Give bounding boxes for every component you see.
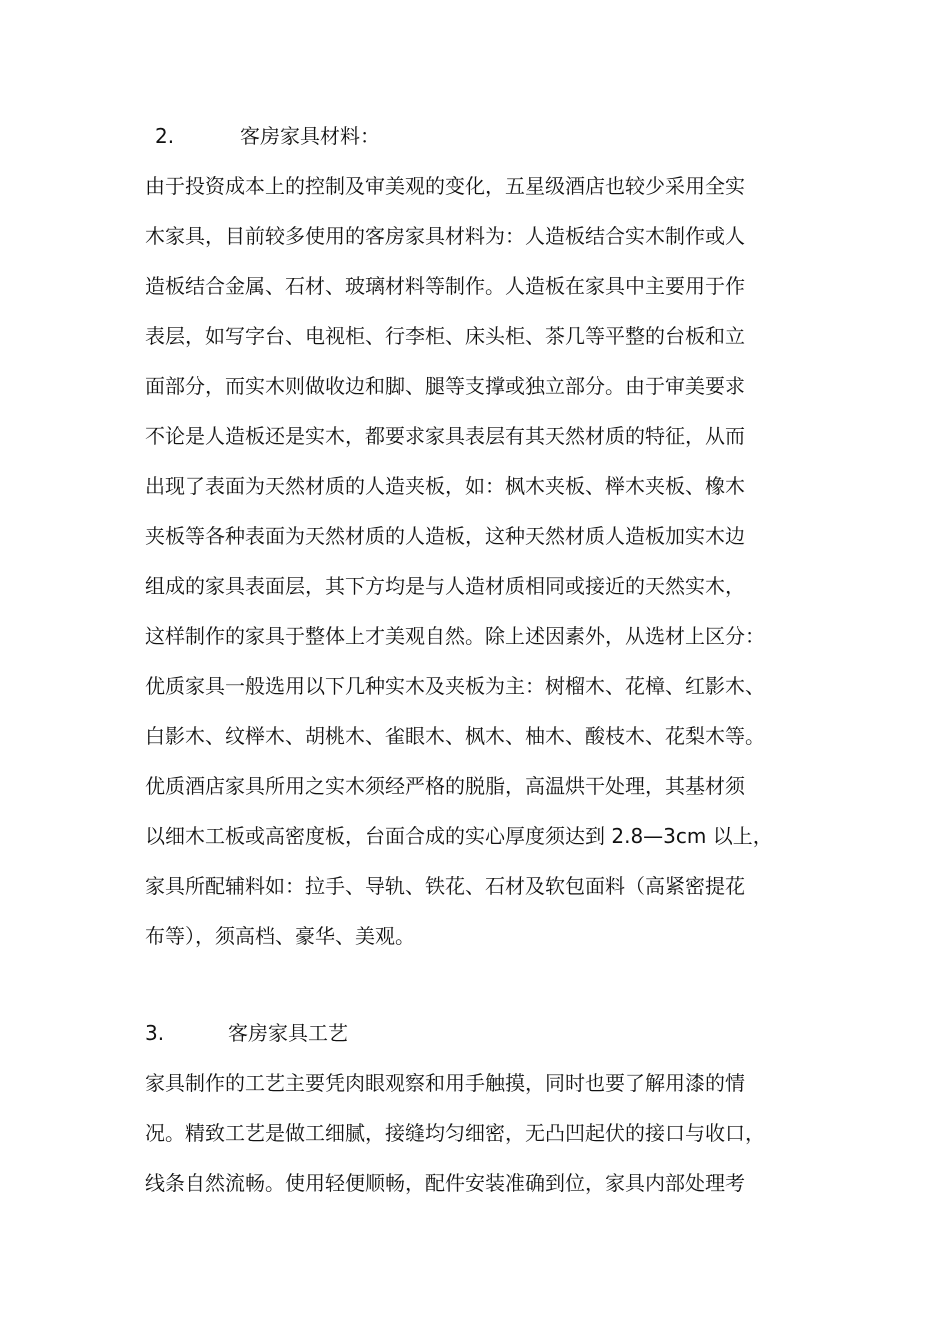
paragraph-line: 优质酒店家具所用之实木须经严格的脱脂，高温烘干处理，其基材须 xyxy=(145,774,745,798)
paragraph-line: 造板结合金属、石材、玻璃材料等制作。人造板在家具中主要用于作 xyxy=(145,274,745,298)
paragraph-line: 由于投资成本上的控制及审美观的变化，五星级酒店也较少采用全实 xyxy=(145,174,745,198)
paragraph-line: 面部分，而实木则做收边和脚、腿等支撑或独立部分。由于审美要求 xyxy=(145,374,745,398)
paragraph-line: 出现了表面为天然材质的人造夹板，如：枫木夹板、榉木夹板、橡木 xyxy=(145,474,745,498)
section-2-number: 2. xyxy=(155,124,175,148)
paragraph-line: 木家具，目前较多使用的客房家具材料为：人造板结合实木制作或人 xyxy=(145,224,745,248)
paragraph-line: 家具制作的工艺主要凭肉眼观察和用手触摸，同时也要了解用漆的情 xyxy=(145,1071,745,1095)
paragraph-line: 表层，如写字台、电视柜、行李柜、床头柜、茶几等平整的台板和立 xyxy=(145,324,745,348)
paragraph-line: 况。精致工艺是做工细腻，接缝均匀细密，无凸凹起伏的接口与收口， xyxy=(145,1121,765,1145)
section-3-paragraph xyxy=(145,1058,815,1208)
section-2-paragraph xyxy=(145,161,815,961)
paragraph-line: 组成的家具表面层，其下方均是与人造材质相同或接近的天然实木， xyxy=(145,574,745,598)
paragraph-line: 家具所配辅料如：拉手、导轨、铁花、石材及软包面料（高紧密提花 xyxy=(145,874,745,898)
section-2-title: 客房家具材料： xyxy=(240,124,380,148)
section-3-title: 客房家具工艺 xyxy=(228,1021,348,1045)
section-3-heading xyxy=(145,1018,545,1048)
paragraph-line: 夹板等各种表面为天然材质的人造板，这种天然材质人造板加实木边 xyxy=(145,524,745,548)
paragraph-line: 布等），须高档、豪华、美观。 xyxy=(145,924,415,948)
paragraph-line: 线条自然流畅。使用轻便顺畅，配件安装准确到位，家具内部处理考 xyxy=(145,1171,745,1195)
section-3-number: 3. xyxy=(145,1021,165,1045)
section-2-heading xyxy=(155,121,555,151)
paragraph-line: 优质家具一般选用以下几种实木及夹板为主：树榴木、花樟、红影木、 xyxy=(145,674,765,698)
paragraph-line: 这样制作的家具于整体上才美观自然。除上述因素外，从选材上区分： xyxy=(145,624,765,648)
paragraph-line: 以细木工板或高密度板，台面合成的实心厚度须达到 2.8—3cm 以上， xyxy=(145,824,773,848)
paragraph-line: 白影木、纹榉木、胡桃木、雀眼木、枫木、柚木、酸枝木、花梨木等。 xyxy=(145,724,765,748)
paragraph-line: 不论是人造板还是实木，都要求家具表层有其天然材质的特征，从而 xyxy=(145,424,745,448)
